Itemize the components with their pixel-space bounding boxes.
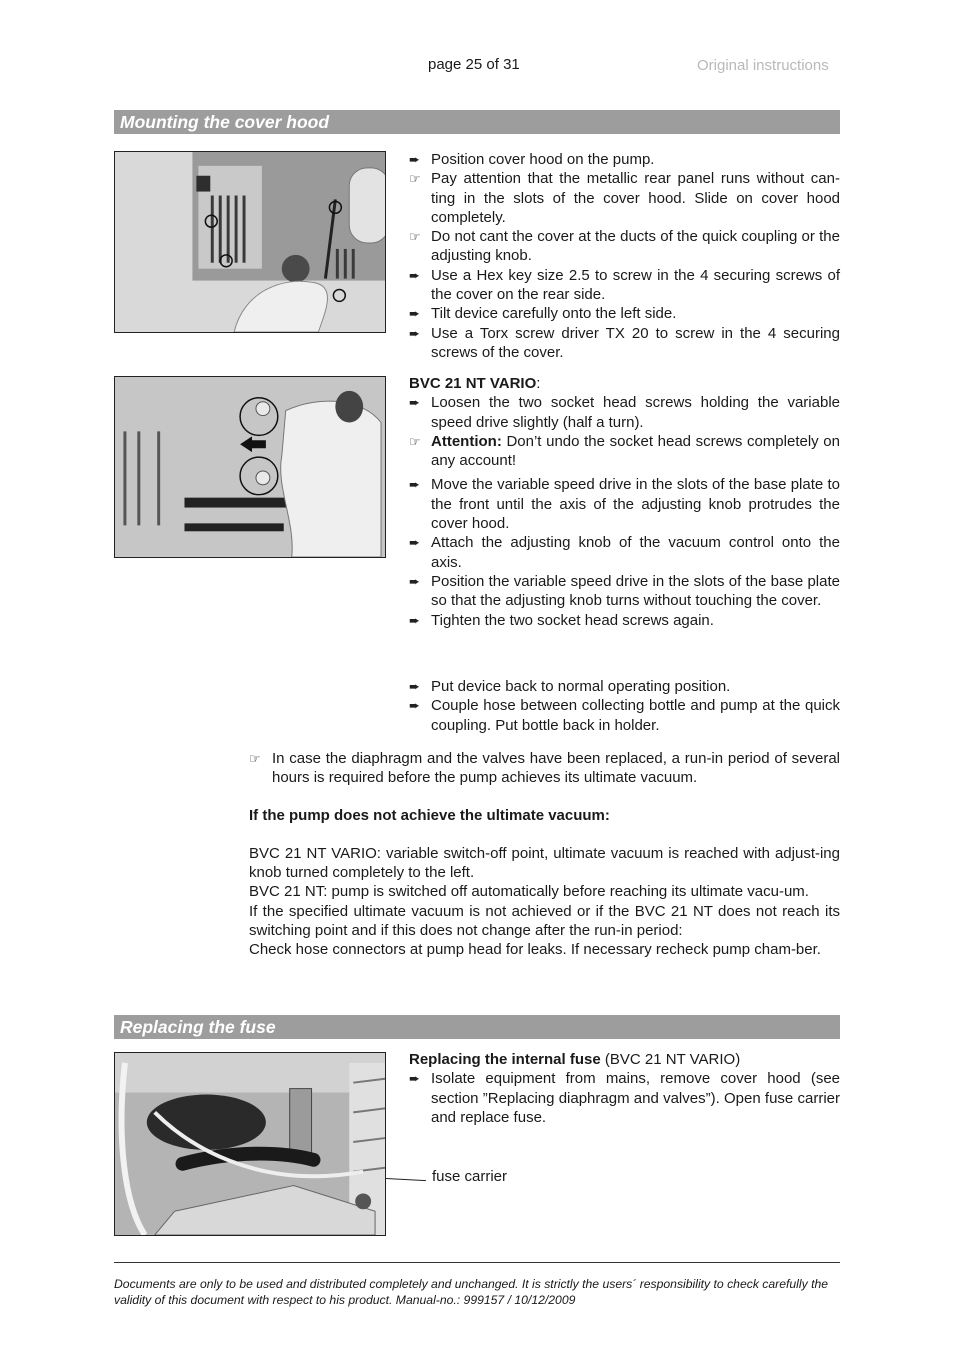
- run-in-section: [249, 749, 840, 960]
- step-item: ➨ Use a Hex key size 2.5 to screw in the 4 securing screws of the cover on the rear side.: [409, 266, 840, 304]
- ultimate-para: Check hose connectors at pump head for leaks. If necessary recheck pump cham-ber.: [249, 941, 821, 959]
- footer-divider: [114, 1262, 840, 1263]
- arrow-icon: ➨: [409, 535, 420, 551]
- footer-disclaimer: Documents are only to be used and distributed completely and unchanged. It is strictly the users´ responsibility to check carefully the validity of this document with respect to his product. Manual-no.: 999157 / 10/12/2009: [114, 1277, 829, 1307]
- hand-pointer-icon: ☞: [409, 433, 421, 449]
- step-item: ➨ Position cover hood on the pump.: [409, 151, 655, 168]
- arrow-icon: ➨: [409, 306, 420, 322]
- fuse-subtitle: Replacing the internal fuse (BVC 21 NT VARIO): [409, 1051, 741, 1068]
- ultimate-para: BVC 21 NT VARIO: variable switch-off point, ultimate vacuum is reached with adjust-ing knob turned completely to the left.: [249, 844, 840, 882]
- step-item: ➨ Attach the adjusting knob of the vacuum control onto the axis.: [409, 534, 840, 571]
- fuse-carrier-label: fuse carrier: [432, 1168, 508, 1185]
- photo-variable-speed-drive: [114, 376, 386, 558]
- step-item: ➨ Loosen the two socket head screws holding the variable speed drive slightly (half a turn).: [409, 394, 840, 431]
- note-item: ☞ Pay attention that the metallic rear panel runs without can-ting in the slots of the cover hood. Slide on cover hood completely.: [409, 170, 840, 226]
- step-item: ➨ Isolate equipment from mains, remove cover hood (see section ”Replacing diaphragm and valves”). Open fuse carrier and replace fuse.: [409, 1070, 840, 1126]
- ultimate-vacuum-heading: If the pump does not achieve the ultimate vacuum:: [249, 806, 610, 824]
- arrow-icon: ➨: [409, 573, 420, 589]
- hand-pointer-icon: ☞: [409, 171, 421, 187]
- note-item: ☞ In case the diaphragm and the valves have been replaced, a run-in period of several hours is required before the pump achieves its ultimate vacuum.: [249, 750, 840, 787]
- arrow-icon: ➨: [409, 612, 420, 628]
- final-steps: [409, 677, 840, 735]
- hand-pointer-icon: ☞: [249, 751, 261, 766]
- arrow-icon: ➨: [409, 395, 420, 411]
- section-title-mounting-cover-hood: Mounting the cover hood: [114, 110, 840, 134]
- arrow-icon: ➨: [409, 267, 420, 283]
- step-item: ➨ Move the variable speed drive in the slots of the base plate to the front until the axis of the adjusting knob protrudes the cover hood.: [409, 476, 840, 533]
- photo-pump-rear-cover: [114, 151, 386, 333]
- cover-hood-steps: [409, 150, 840, 362]
- step-item: ➨ Position the variable speed drive in the slots of the base plate so that the adjusting knob turns without touching the cover.: [409, 572, 840, 610]
- step-item: ➨ Put device back to normal operating position.: [409, 678, 731, 695]
- step-item: ➨ Use a Torx screw driver TX 20 to screw in the 4 securing screws of the cover.: [409, 324, 840, 361]
- vario-title: BVC 21 NT VARIO:: [409, 375, 541, 392]
- arrow-icon: ➨: [409, 477, 420, 493]
- arrow-icon: ➨: [409, 1071, 420, 1087]
- photo-fuse-carrier: [114, 1052, 386, 1236]
- section-title-replacing-fuse: Replacing the fuse: [114, 1015, 840, 1039]
- original-instructions-label: Original instructions: [697, 57, 829, 74]
- note-item: ☞ Attention: Don’t undo the socket head screws completely on any account!: [409, 432, 840, 470]
- arrow-icon: ➨: [409, 679, 420, 694]
- step-item: ➨ Couple hose between collecting bottle and pump at the quick coupling. Put bottle back in holder.: [409, 697, 840, 734]
- arrow-icon: ➨: [409, 698, 420, 714]
- step-item: ➨ Tilt device carefully onto the left side.: [409, 305, 677, 323]
- ultimate-para: If the specified ultimate vacuum is not achieved or if the BVC 21 NT does not reach its switching point and if this does not change after the run-in period:: [249, 902, 840, 940]
- callout-leader-line: [386, 1178, 426, 1181]
- page-number: page 25 of 31: [428, 56, 520, 73]
- ultimate-para: BVC 21 NT: pump is switched off automatically before reaching its ultimate vacu-um.: [249, 883, 809, 901]
- step-item: ➨ Tighten the two socket head screws again.: [409, 611, 714, 629]
- fuse-steps: [409, 1050, 840, 1127]
- note-item: ☞ Do not cant the cover at the ducts of the quick coupling or the adjusting knob.: [409, 228, 840, 265]
- arrow-icon: ➨: [409, 152, 420, 167]
- hand-pointer-icon: ☞: [409, 229, 421, 245]
- vario-steps: [409, 374, 840, 630]
- arrow-icon: ➨: [409, 325, 420, 341]
